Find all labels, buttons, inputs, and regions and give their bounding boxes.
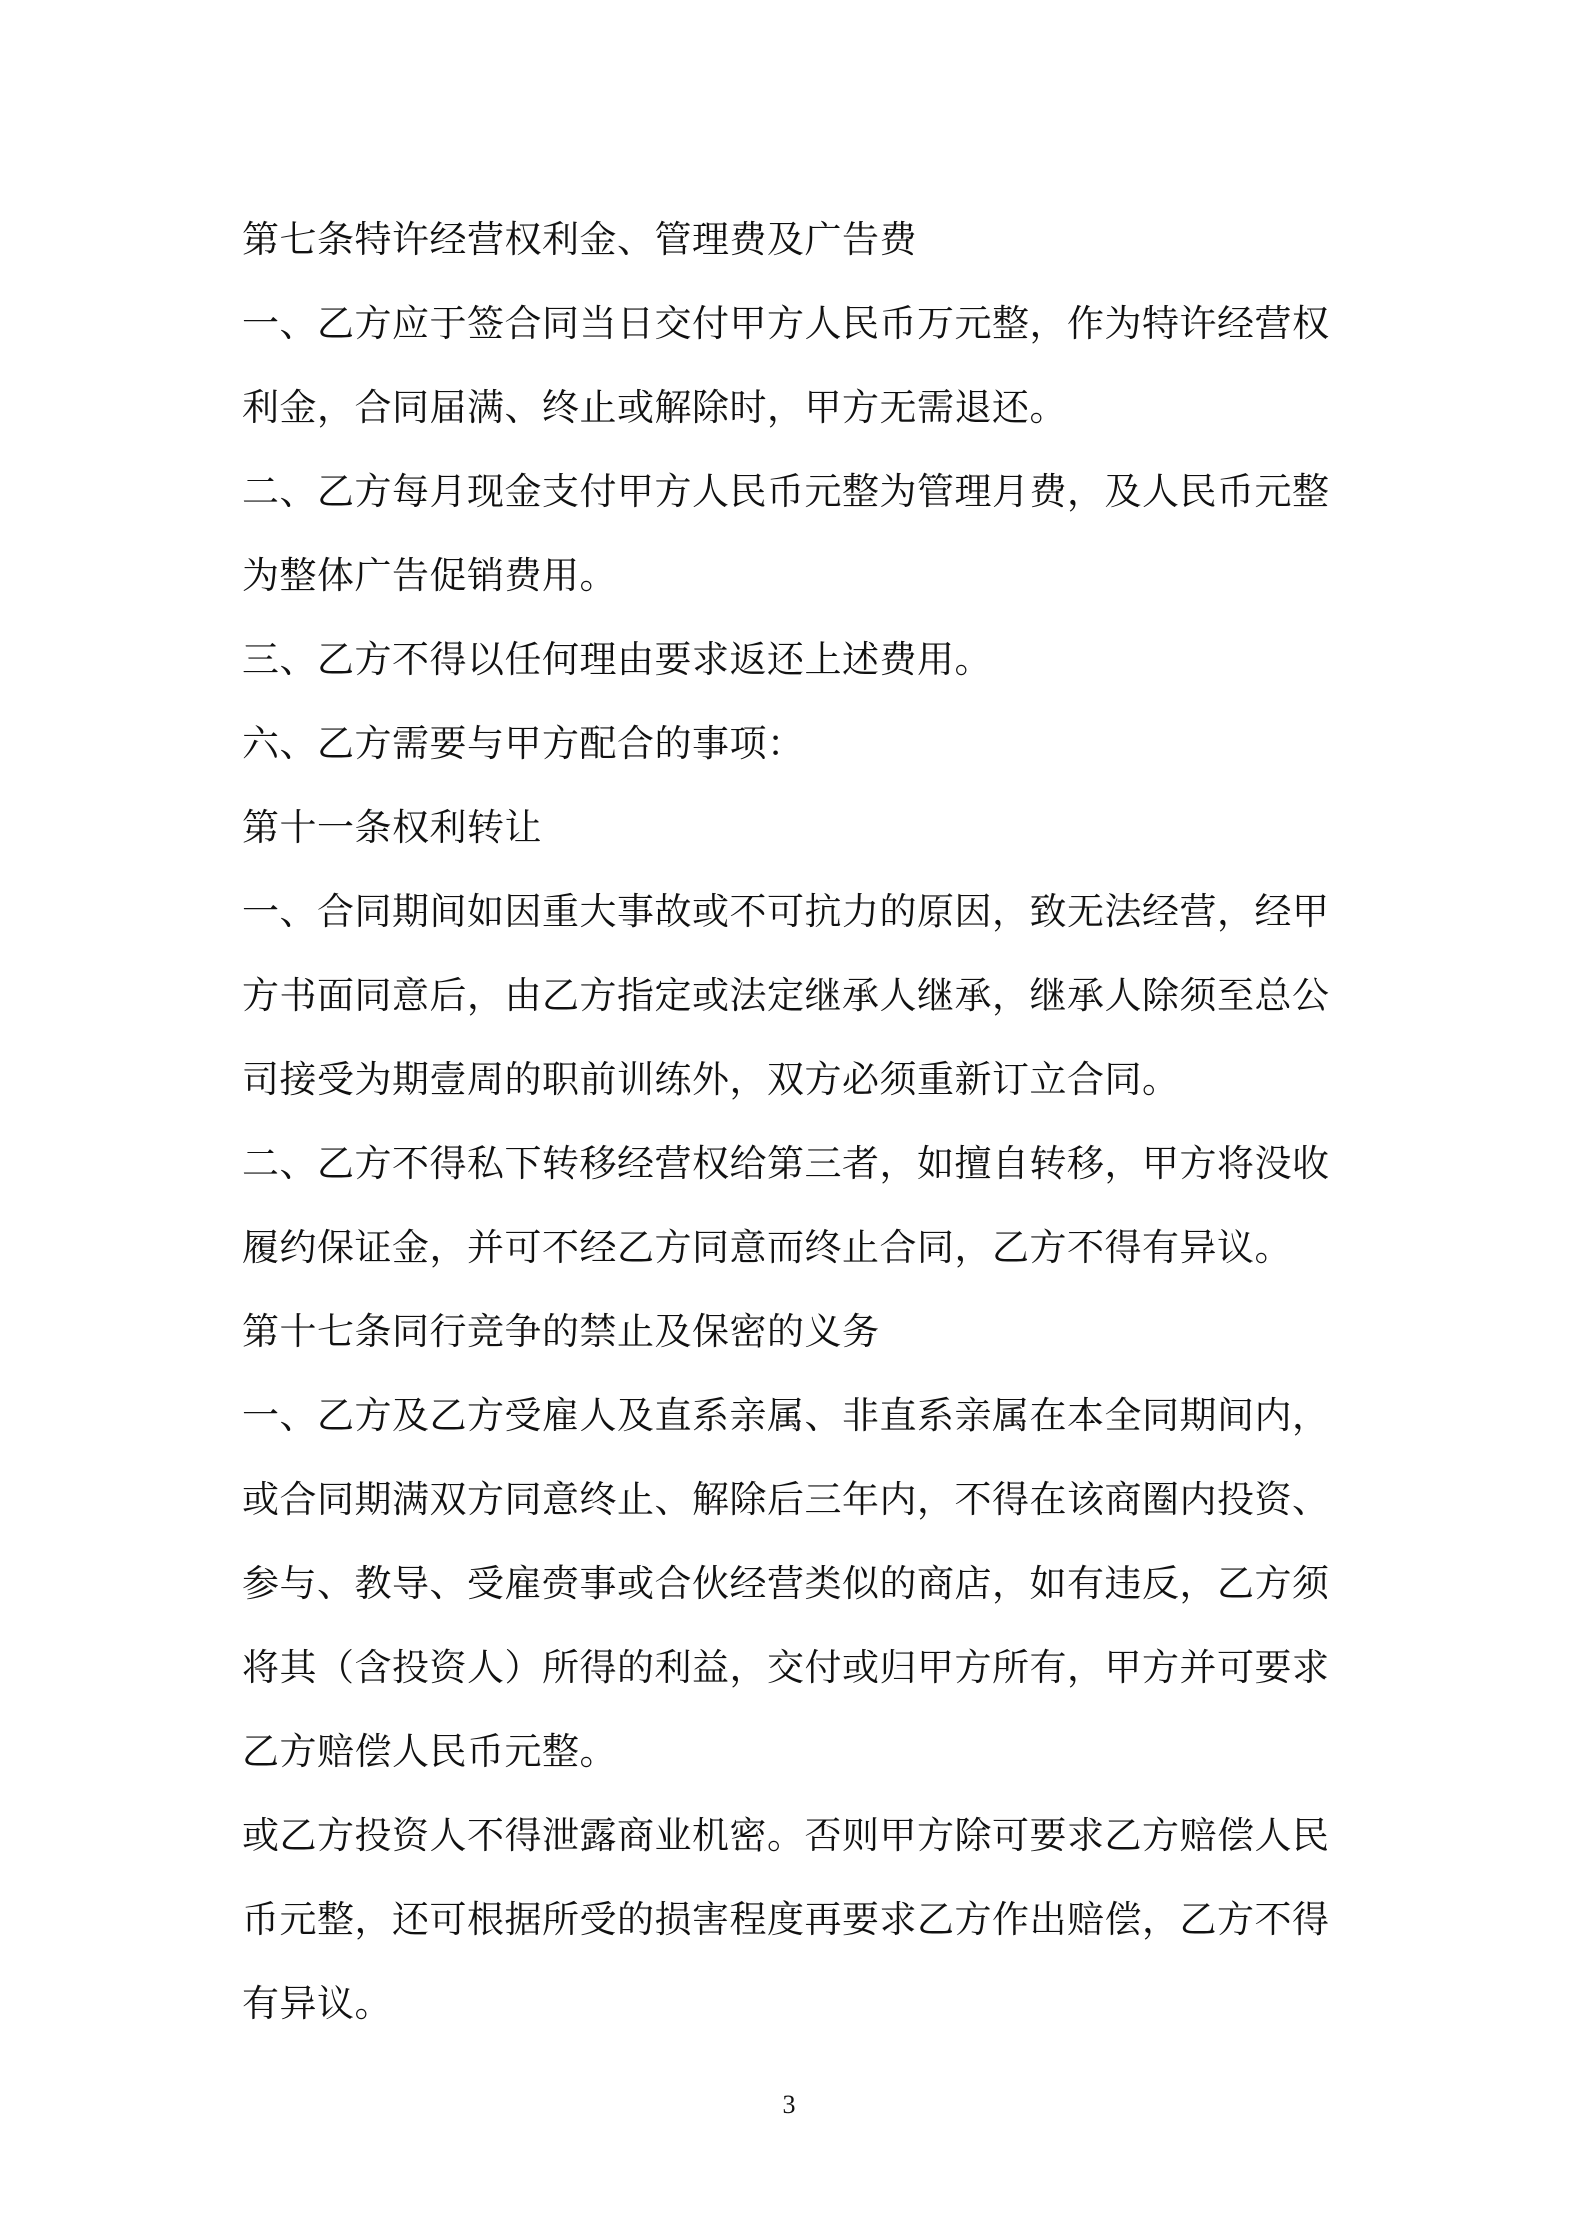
paragraph-line: 一、乙方应于签合同当日交付甲方人民币万元整，作为特许经营权: [242, 302, 1330, 345]
paragraph-line: 将其（含投资人）所得的利益，交付或归甲方所有，甲方并可要求: [242, 1646, 1330, 1689]
paragraph-line: 或合同期满双方同意终止、解除后三年内，不得在该商圈内投资、: [242, 1478, 1330, 1521]
paragraph-line: 一、合同期间如因重大事故或不可抗力的原因，致无法经营，经甲: [242, 890, 1330, 933]
heading-article-11: 第十一条权利转让: [242, 806, 542, 849]
paragraph-line: 六、乙方需要与甲方配合的事项：: [242, 722, 805, 765]
page-number: 3: [782, 2090, 796, 2119]
paragraph-line: 有异议。: [242, 1982, 392, 2025]
paragraph-line: 三、乙方不得以任何理由要求返还上述费用。: [242, 638, 992, 681]
paragraph-line: 履约保证金，并可不经乙方同意而终止合同，乙方不得有异议。: [242, 1226, 1292, 1269]
paragraph-line: 利金，合同届满、终止或解除时，甲方无需退还。: [242, 386, 1067, 429]
heading-article-17: 第十七条同行竞争的禁止及保密的义务: [242, 1310, 880, 1353]
heading-article-7: 第七条特许经营权利金、管理费及广告费: [242, 218, 917, 261]
paragraph-line: 司接受为期壹周的职前训练外，双方必须重新订立合同。: [242, 1058, 1180, 1101]
paragraph-line: 一、乙方及乙方受雇人及直系亲属、非直系亲属在本全同期间内，: [242, 1394, 1330, 1437]
document-body: [242, 198, 1338, 2046]
paragraph-line: 为整体广告促销费用。: [242, 554, 617, 597]
paragraph-line: 二、乙方每月现金支付甲方人民币元整为管理月费，及人民币元整: [242, 470, 1330, 513]
paragraph-line: 参与、教导、受雇赍事或合伙经营类似的商店，如有违反，乙方须: [242, 1562, 1330, 1605]
paragraph-line: 币元整，还可根据所受的损害程度再要求乙方作出赔偿，乙方不得: [242, 1898, 1330, 1941]
paragraph-line: 方书面同意后，由乙方指定或法定继承人继承，继承人除须至总公: [242, 974, 1330, 1017]
paragraph-line: 乙方赔偿人民币元整。: [242, 1730, 617, 1773]
paragraph-line: 二、乙方不得私下转移经营权给第三者，如擅自转移，甲方将没收: [242, 1142, 1330, 1185]
paragraph-line: 或乙方投资人不得泄露商业机密。否则甲方除可要求乙方赔偿人民: [242, 1814, 1330, 1857]
